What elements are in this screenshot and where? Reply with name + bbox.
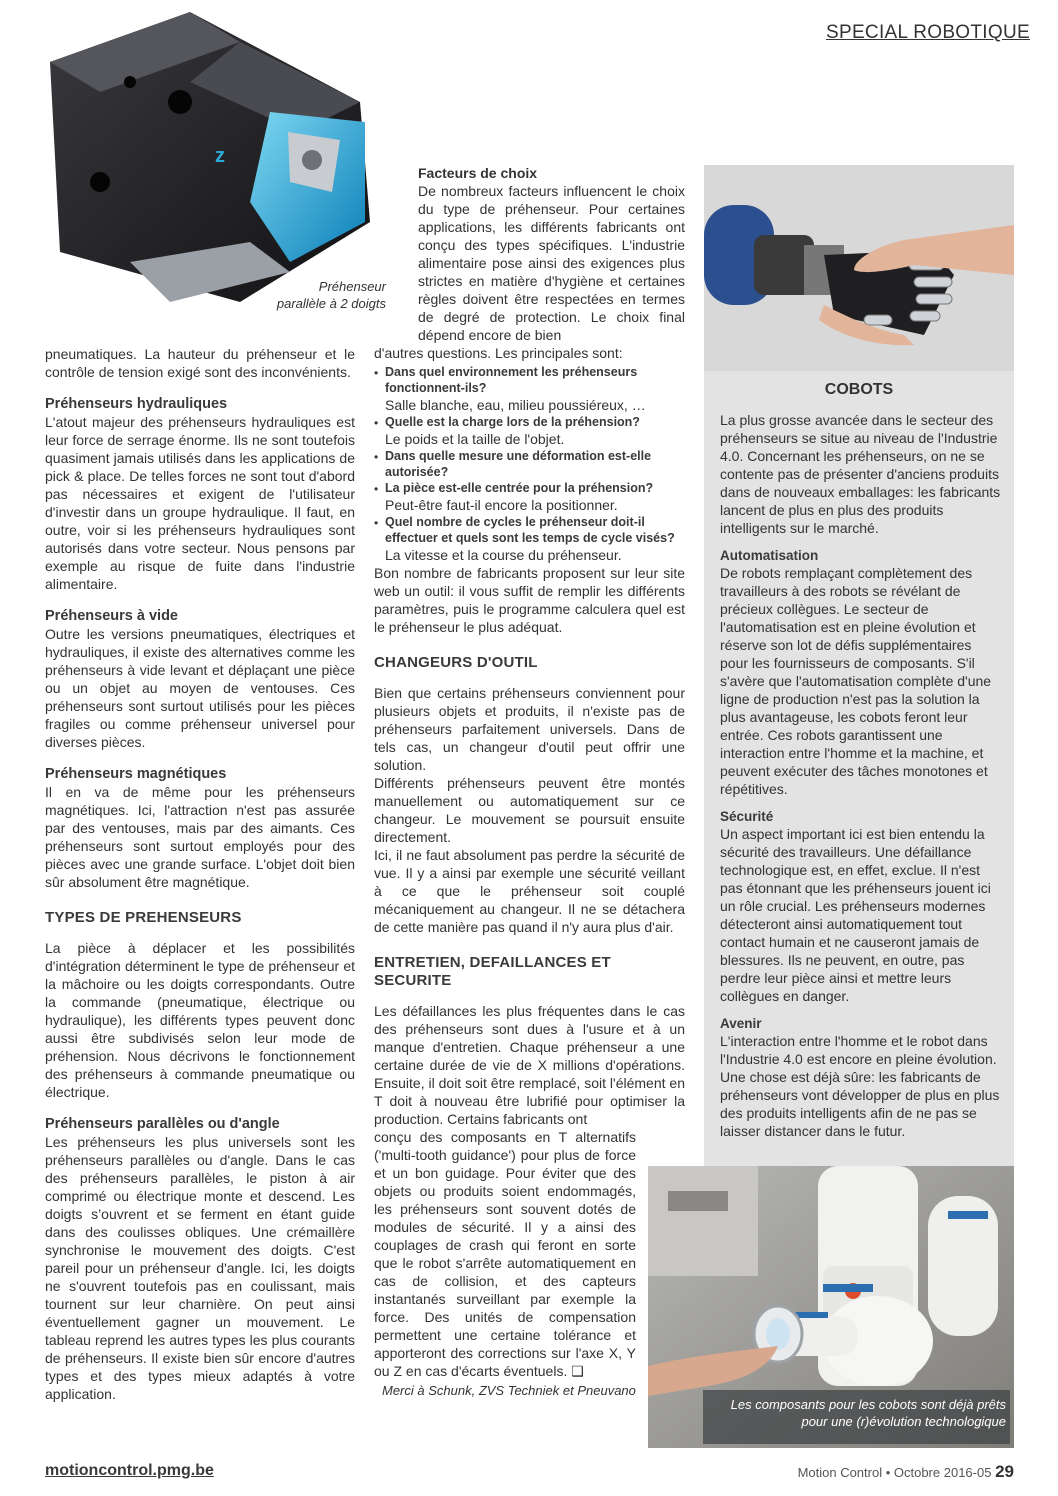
paragraph: pneumatiques. La hauteur du préhenseur et le contrôle de tension exigé sont des inconvénients. [45, 346, 355, 380]
answer: Le poids et la taille de l'objet. [385, 431, 565, 447]
caption-line: pour une (r)évolution technologique [801, 1414, 1006, 1429]
answer: Peut-être faut-il encore la positionner. [385, 497, 618, 513]
paragraph: Les préhenseurs les plus universels sont les préhenseurs parallèles ou d'angle. Dans le cas des préhenseurs parallèles, le piston à air comprimé ou électrique monte et descend. Les doigts s’ouvrent et se ferment en étant guide dans des coulisses obliques. Une crémaillère synchronise le mouvement des doigts. C'est pareil pour un préhenseur d'angle. Ici, les doigts ne s'ouvrent toutefois pas en coulissant, mais tournent sur leur charnière. On peut ainsi éventuellement gagner un mouvement. Le tableau reprend les autres types les plus courants de préhenseurs. Il existe bien sûr encore d'autres types et des types mieux adaptés à votre application. [45, 1134, 355, 1402]
list-item [374, 448, 685, 480]
answer: Salle blanche, eau, milieu poussiéreux, … [385, 397, 646, 413]
caption-line: Les composants pour les cobots sont déjà prêts [730, 1397, 1006, 1412]
paragraph: Outre les versions pneumatiques, électriques et hydrauliques, il existe des alternatives comme les préhenseurs à vide levant et déplaçant une pièce ou un objet au moyen de ventouses. Ces préhenseurs sont surtout utilisés pour les pièces fragiles ou comme préhenseur universel pour diverses pièces. [45, 626, 355, 750]
section-heading: ENTRETIEN, DEFAILLANCES ET SECURITE [374, 954, 611, 989]
subheading: Préhenseurs hydrauliques [45, 396, 228, 412]
parallel-gripper-photo [40, 12, 390, 312]
paragraph: Il en va de même pour les préhenseurs magnétiques. Ici, l'attraction n'est pas assurée par des ventouses, mais par des aimants. Ces préhenseurs sont surtout employés pour des pièces avec une grande surface. L'objet doit bien sûr absolument être magnétique. [45, 784, 355, 890]
paragraph: conçu des composants en T alternatifs ('multi-tooth guidance') pour plus de force et un bon guidage. Pour éviter que des objets ou produits soient endommagés, les préhenseurs sont souvent dotés de modules de sécurité. Il y a ainsi des couplages de crash qui feront en sorte que le robot s'arrête automatiquement en cas de collision, et des capteurs instantanés surveillant par exemple la force. Des unités de compensation permettent une certaine tolérance et apporteront des corrections sur l'axe X, Y ou Z en cas d'écarts éventuels. [374, 1129, 636, 1379]
paragraph-wrapped [374, 1128, 636, 1380]
paragraph: Un aspect important ici est bien entendu la sécurité des travailleurs. Une défaillance technologique est, en effet, exclue. Il n'est pas étonnant que les préhenseurs jouent ici un rôle crucial. Les préhenseurs modernes détecteront ainsi automatiquement tout contact humain et ne causeront jamais de blessures. Ils ne peuvent, en outre, pas perdre leur pièce ainsi et mettre leurs collègues en danger. [720, 826, 991, 1004]
question: • Dans quel environnement les préhenseurs fonctionnent-ils? [385, 365, 638, 395]
article-column-1 [45, 345, 355, 1403]
paragraph: Différents préhenseurs peuvent être montés manuellement ou automatiquement sur ce changeur. Le mouvement se poursuit ensuite directement. [374, 775, 685, 845]
figure1-caption [262, 278, 386, 312]
answer: La vitesse et la course du préhenseur. [385, 547, 622, 563]
brand-logo-mark: z [215, 145, 225, 167]
paragraph: La plus grosse avancée dans le secteur des préhenseurs se situe au niveau de l'Industrie 4.0. Concernant les préhenseurs, on ne se contente pas de présenter d'anciens produits dans de nouveaux emballages: les fabricants lancent de plus en plus des produits intelligents sur le marché. [720, 412, 1001, 536]
article-column-2 [374, 164, 685, 1400]
sidebar-body [720, 411, 1002, 1140]
page-number: 29 [995, 1462, 1014, 1481]
paragraph: La pièce à déplacer et les possibilités d'intégration déterminent le type de préhenseur et la mâchoire ou les doigts correspondants. Outre la commande (pneumatique, électrique ou hydraulique), les différents types peuvent donc aussi être subdivisés selon leur mode de préhension. Nous décrivons le fonctionnement des préhenseurs à commande pneumatique ou électrique. [45, 940, 355, 1100]
paragraph: De nombreux facteurs influencent le choix du type de préhenseur. Pour certaines applications, les différents fabricants ont conçu des types spécifiques. L'industrie alimentaire pose ainsi des exigences plus strictes en matière d'hygiène et certaines règles doivent être respectées en termes de degré de protection. Le choix final dépend encore de bien [418, 183, 685, 343]
end-mark-icon: ❑ [571, 1363, 584, 1379]
list-item [374, 514, 685, 564]
magazine-issue: Motion Control • Octobre 2016-05 [797, 1465, 992, 1480]
paragraph: L'atout majeur des préhenseurs hydrauliques est leur force de serrage énorme. Ils ne sont toutefois quasiment jamais utilisés dans les applications de pick & place. De telles forces ne sont tout d'abord pas nécessaires et exigent de l'utilisateur d'investir dans un groupe hydraulique. Il faut, en outre, voir si les préhenseurs hydrauliques sont autorisés dans votre secteur. Nous pensons par exemple au risque de fuite dans l'industrie alimentaire. [45, 414, 355, 592]
paragraph: De robots remplaçant complètement des travailleurs à des robots se révélant de précieux collègues. Le secteur de l'automatisation est en pleine évolution et réserve son lot de défis supplémentaires pour les fournisseurs de composants. S'il s'avère que l'automatisation complète d'une ligne de production n'est pas la solution la plus avantageuse, les cobots feront leur entrée. Ces robots garantissent une interaction entre l'homme et la machine, et peuvent exécuter des tâches monotones et répétitives. [720, 565, 992, 797]
credit-line: Merci à Schunk, ZVS Techniek et Pneuvano [382, 1383, 636, 1398]
paragraph: d'autres questions. Les principales sont: [374, 345, 623, 361]
subheading: Préhenseurs à vide [45, 608, 178, 624]
paragraph: Bon nombre de fabricants proposent sur leur site web un outil: il vous suffit de remplir les différents paramètres, puis le programme calculera quel est le préhenseur le plus adéquat. [374, 565, 685, 635]
subheading: Préhenseurs magnétiques [45, 766, 227, 782]
section-heading: CHANGEURS D'OUTIL [374, 654, 538, 671]
website-link[interactable]: motioncontrol.pmg.be [45, 1462, 214, 1479]
subheading: Automatisation [720, 548, 819, 563]
list-item [374, 414, 685, 448]
paragraph: Bien que certains préhenseurs conviennent pour plusieurs objets et produits, il n'existe pas de préhenseurs parfaitement universels. Dans de tels cas, un changeur d'outil peut offrir une solution. [374, 685, 685, 773]
subheading: Facteurs de choix [418, 165, 538, 181]
question: • Quel nombre de cycles le préhenseur doit-il effectuer et quels sont les temps de cycle visés? [385, 515, 675, 545]
question: • Quelle est la charge lors de la préhension? [385, 415, 640, 429]
paragraph: Les défaillances les plus fréquentes dans le cas des préhenseurs sont dues à l'usure et à un manque d'entretien. Chaque préhenseur a une certaine durée de vie de X millions d'opérations. Ensuite, il doit soit être remplacé, soit l'élément en T doit à nouveau être lubrifié pour optimiser la production. Certains fabricants ont [374, 1003, 685, 1127]
subheading: Sécurité [720, 809, 774, 824]
figure3-caption [710, 1396, 1006, 1430]
section-header: SPECIAL ROBOTIQUE [826, 22, 1030, 43]
sidebar-title: COBOTS [824, 381, 894, 398]
list-item [374, 364, 685, 414]
question: • La pièce est-elle centrée pour la préhension? [385, 481, 654, 495]
question: • Dans quelle mesure une déformation est-elle autorisée? [385, 449, 652, 479]
subheading-indented [418, 164, 685, 182]
paragraph: L'interaction entre l'homme et le robot dans l'Industrie 4.0 est encore en pleine évolution. Une chose est déjà sûre: les fabricants de préhenseurs vont développer de plus en plus des produits intelligents afin de ne pas se laisser distancer dans le futur. [720, 1033, 1000, 1139]
section-heading: TYPES DE PREHENSEURS [45, 909, 242, 926]
subheading: Préhenseurs parallèles ou d'angle [45, 1116, 280, 1132]
caption-line: Préhenseur [318, 279, 386, 294]
list-item [374, 480, 685, 514]
subheading: Avenir [720, 1016, 762, 1031]
caption-line: parallèle à 2 doigts [276, 296, 386, 311]
paragraph: Ici, il ne faut absolument pas perdre la sécurité de vue. Il y a ainsi par exemple une sécurité veillant à ce que le préhenseur soit couplé mécaniquement au changeur. Il ne se détachera de cette manière pas quand il n'y aura plus d'air. [374, 847, 685, 935]
robot-hand-handshake-photo [704, 165, 1014, 371]
question-list [374, 364, 685, 564]
page-footer [798, 1462, 1014, 1482]
